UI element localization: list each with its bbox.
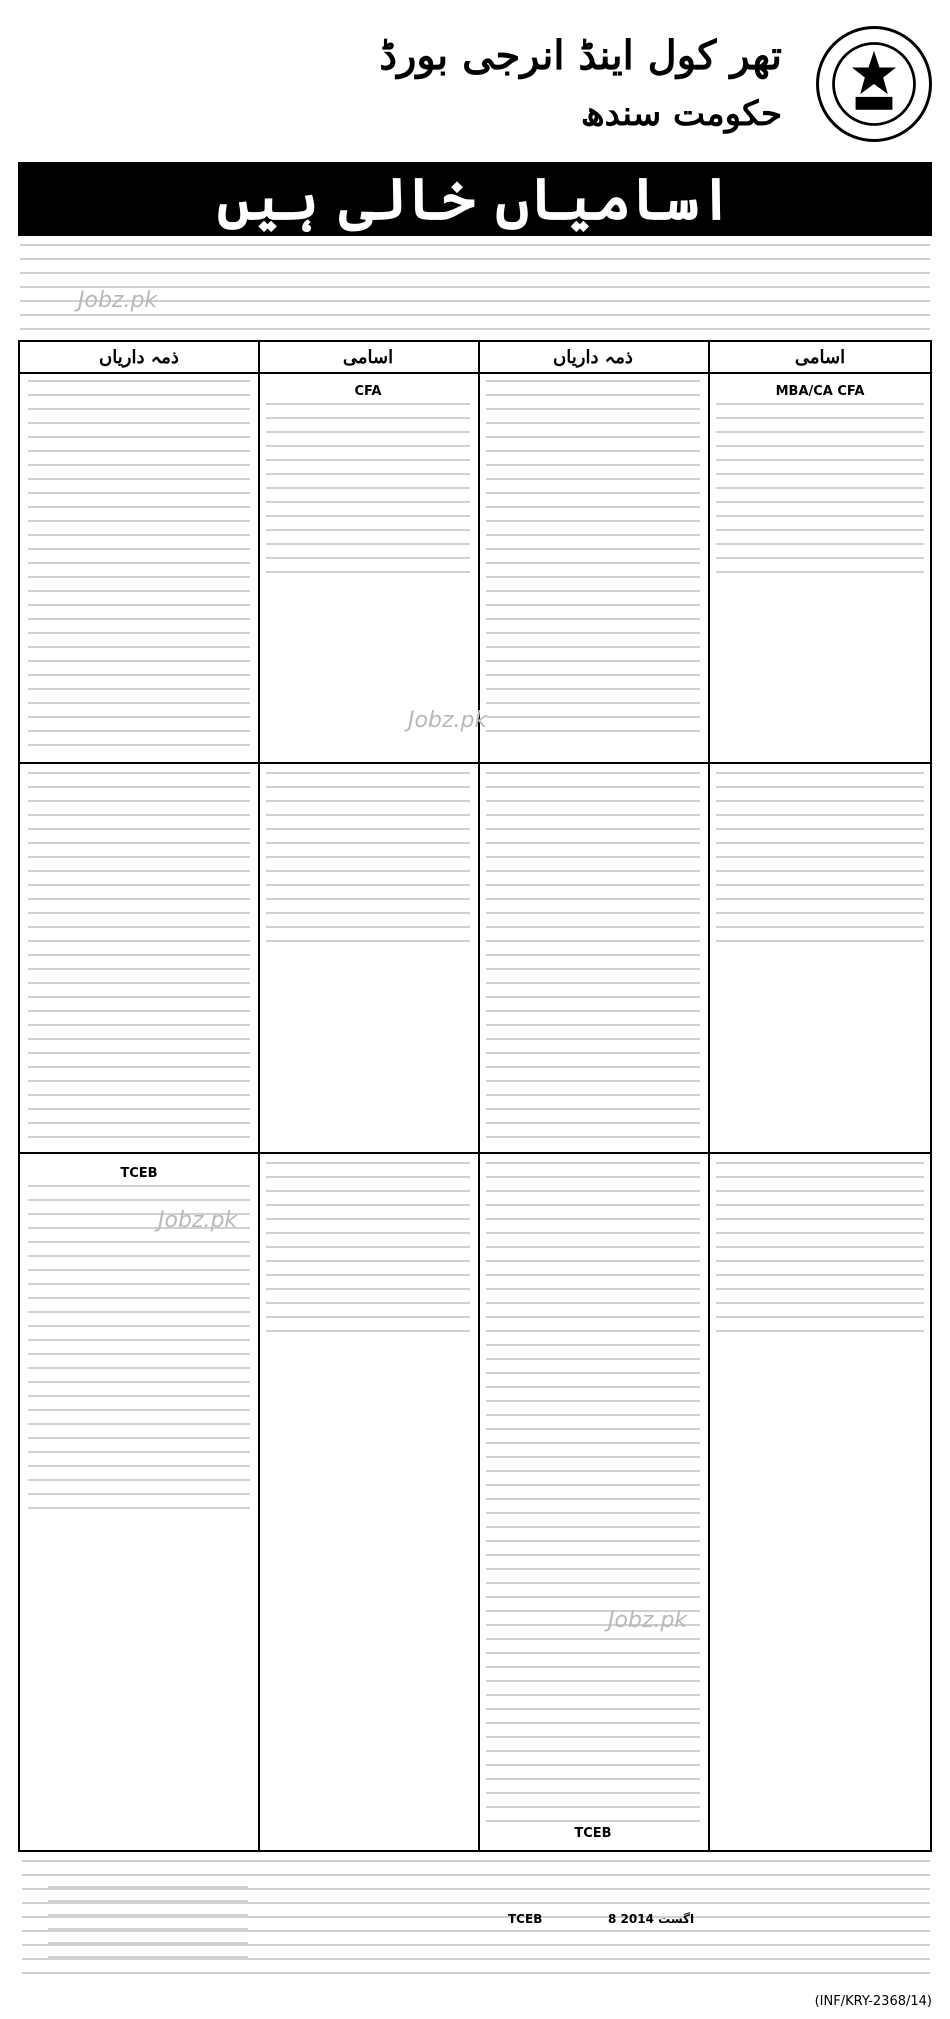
signature-block — [48, 1886, 248, 1966]
emblem-icon — [828, 38, 920, 130]
qualification-text: MBA/CA CFA — [775, 384, 865, 399]
table-row — [478, 1156, 708, 1851]
vacancy-table — [18, 340, 932, 1852]
org-abbr-text: TCEB — [574, 1826, 612, 1841]
table-row — [708, 766, 932, 958]
watermark: Jobz.pk — [608, 1608, 688, 1633]
column-header-post-right: اسامی — [708, 342, 932, 374]
office-abbr: TCEB — [508, 1912, 543, 1926]
watermark: Jobz.pk — [78, 288, 158, 313]
qualification-text: CFA — [354, 384, 382, 399]
post-details — [716, 1162, 924, 1342]
table-row — [20, 766, 258, 1148]
reference-number: (INF/KRY-2368/14) — [814, 1994, 932, 2009]
sindh-government-emblem — [816, 26, 932, 142]
post-details — [266, 772, 470, 952]
table-row — [708, 374, 932, 589]
post-details — [716, 772, 924, 952]
table-row — [258, 1156, 478, 1348]
post-details — [266, 403, 470, 583]
table-row — [258, 374, 478, 589]
duties-text — [486, 1162, 700, 1822]
government-name: حکومت سندھ — [580, 94, 782, 134]
duties-text — [486, 380, 700, 740]
watermark: Jobz.pk — [408, 708, 488, 733]
intro-paragraph — [20, 244, 930, 336]
duties-text — [28, 772, 250, 1142]
vacancies-banner: اسامیاں خالی ہیں — [18, 162, 932, 236]
row-divider — [20, 1152, 930, 1154]
org-name: تھر کول اینڈ انرجی بورڈ — [379, 32, 782, 79]
column-header-duties-left: ذمہ داریاں — [20, 342, 258, 374]
column-header-duties-right: ذمہ داریاں — [478, 342, 708, 374]
header — [8, 8, 942, 158]
duties-text — [486, 772, 700, 1142]
table-row — [478, 766, 708, 1148]
row-divider — [20, 762, 930, 764]
job-advertisement — [8, 8, 942, 2011]
table-row — [258, 766, 478, 958]
table-row — [20, 1156, 258, 1521]
watermark: Jobz.pk — [158, 1208, 238, 1233]
org-abbr-text: TCEB — [120, 1166, 158, 1181]
deadline-date: 8 اگست 2014 — [608, 1912, 695, 1926]
column-header-post-left: اسامی — [258, 342, 478, 374]
table-row — [20, 374, 258, 756]
post-details — [716, 403, 924, 583]
duties-text — [28, 1185, 250, 1515]
duties-text — [28, 380, 250, 750]
table-row — [708, 1156, 932, 1348]
post-details — [266, 1162, 470, 1342]
table-row — [478, 374, 708, 746]
